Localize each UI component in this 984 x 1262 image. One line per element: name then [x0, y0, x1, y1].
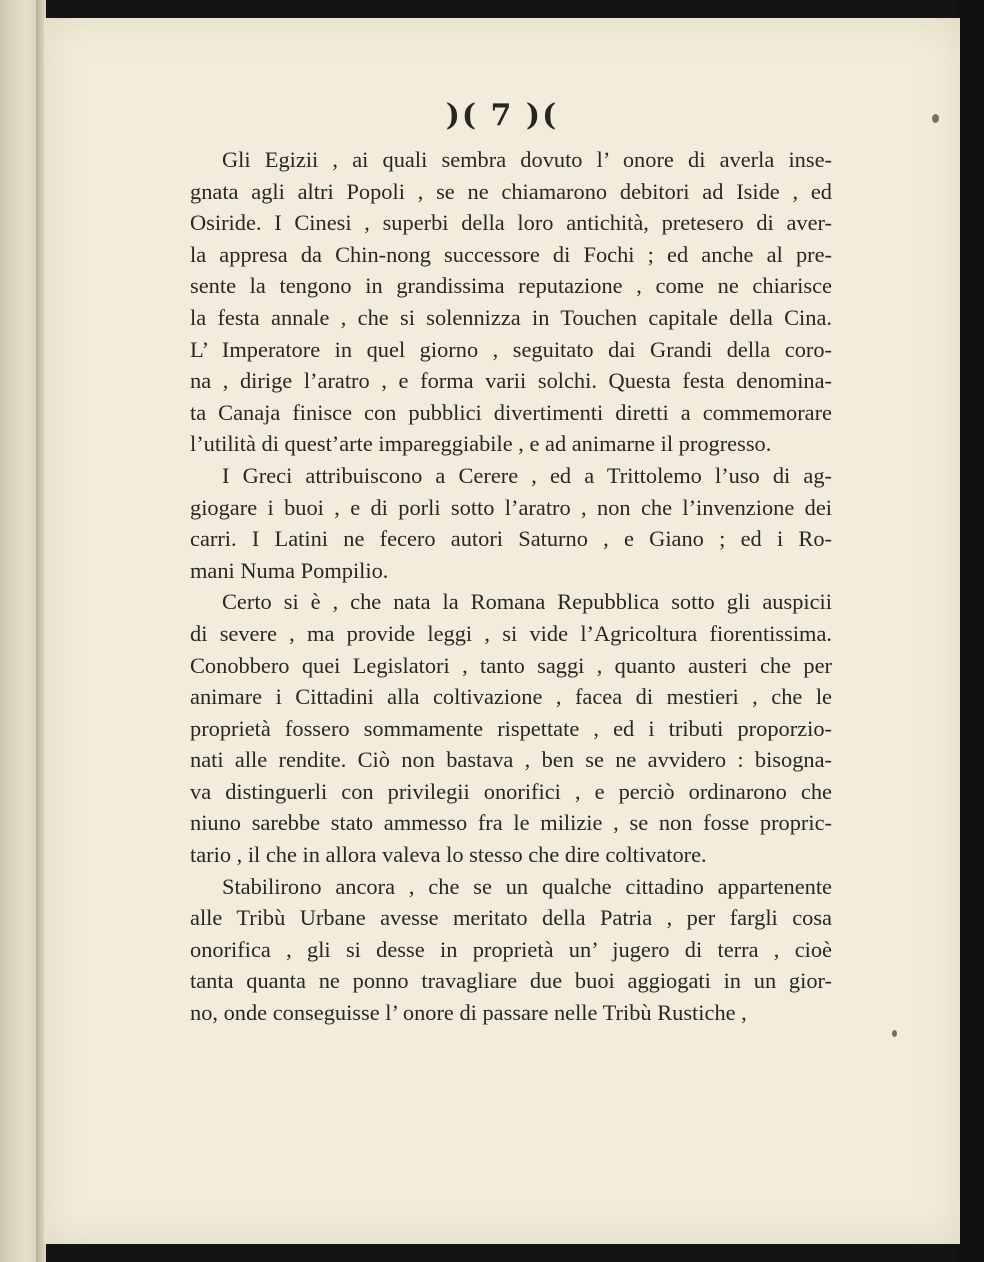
- text-line: la appresa da Chin-nong successore di Fochi ; ed anche al pre-: [190, 241, 832, 267]
- paragraph: [190, 871, 832, 1029]
- text-line: na , dirige l’aratro , e forma varii solchi. Questa festa denomina-: [190, 368, 832, 394]
- text-line: Gli Egizii , ai quali sembra dovuto l’ onore di averla inse-: [222, 147, 832, 172]
- text-line: tario , il che in allora valeva lo stesso che dire coltivatore.: [190, 842, 707, 868]
- scan-background: [958, 0, 984, 1262]
- ink-spot: [892, 1030, 897, 1037]
- text-line: nati alle rendite. Ciò non bastava , ben se ne avvidero : bisogna-: [190, 747, 832, 773]
- page-number: )( 7 )(: [445, 98, 559, 133]
- text-line: alle Tribù Urbane avesse meritato della Patria , per fargli cosa: [190, 905, 832, 931]
- text-line: mani Numa Pompilio.: [190, 557, 389, 583]
- text-line: niuno sarebbe stato ammesso fra le milizie , se non fosse propric-: [190, 810, 832, 836]
- text-line: Conobbero quei Legislatori , tanto saggi , quanto austeri che per: [190, 652, 832, 678]
- book-page: [44, 18, 960, 1244]
- text-line: di severe , ma provide leggi , si vide l’Agricoltura fiorentissima.: [190, 620, 832, 646]
- text-line: I Greci attribuiscono a Cerere , ed a Trittolemo l’uso di ag-: [222, 462, 832, 488]
- text-line: l’utilità di quest’arte impareggiabile , e ad animarne il progresso.: [190, 431, 772, 457]
- paragraph: [190, 460, 832, 586]
- text-line: L’ Imperatore in quel giorno , seguitato dai Grandi della coro-: [190, 336, 832, 362]
- text-line: onorifica , gli si desse in proprietà un’ jugero di terra , cioè: [190, 936, 832, 962]
- text-line: animare i Cittadini alla coltivazione , facea di mestieri , che le: [190, 684, 832, 710]
- text-line: giogare i buoi , e di porli sotto l’aratro , non che l’invenzione dei: [190, 494, 832, 520]
- text-line: sente la tengono in grandissima reputazione , come ne chiarisce: [190, 273, 832, 299]
- text-line: ta Canaja finisce con pubblici divertimenti diretti a commemorare: [190, 399, 832, 425]
- text-line: carri. I Latini ne fecero autori Saturno , e Giano ; ed i Ro-: [190, 526, 832, 552]
- text-line: Stabilirono ancora , che se un qualche cittadino appartenente: [222, 873, 832, 899]
- text-line: proprietà fossero sommamente rispettate , ed i tributi proporzio-: [190, 715, 832, 741]
- page-body-text: [190, 144, 832, 1029]
- paragraph: [190, 586, 832, 870]
- paragraph: [190, 144, 832, 460]
- text-line: Certo si è , che nata la Romana Repubblica sotto gli auspicii: [222, 589, 832, 615]
- left-page-edge: [0, 0, 40, 1262]
- text-line: gnata agli altri Popoli , se ne chiamarono debitori ad Iside , ed: [190, 178, 832, 204]
- text-line: Osiride. I Cinesi , superbi della loro antichità, pretesero di aver-: [190, 210, 832, 236]
- text-line: tanta quanta ne ponno travagliare due buoi aggiogati in un gior-: [190, 968, 832, 994]
- text-line: no, onde conseguisse l’ onore di passare nelle Tribù Rustiche ,: [190, 1000, 747, 1026]
- text-line: va distinguerli con privilegii onorifici , e perciò ordinarono che: [190, 778, 832, 804]
- text-line: la festa annale , che si solennizza in Touchen capitale della Cina.: [190, 304, 832, 330]
